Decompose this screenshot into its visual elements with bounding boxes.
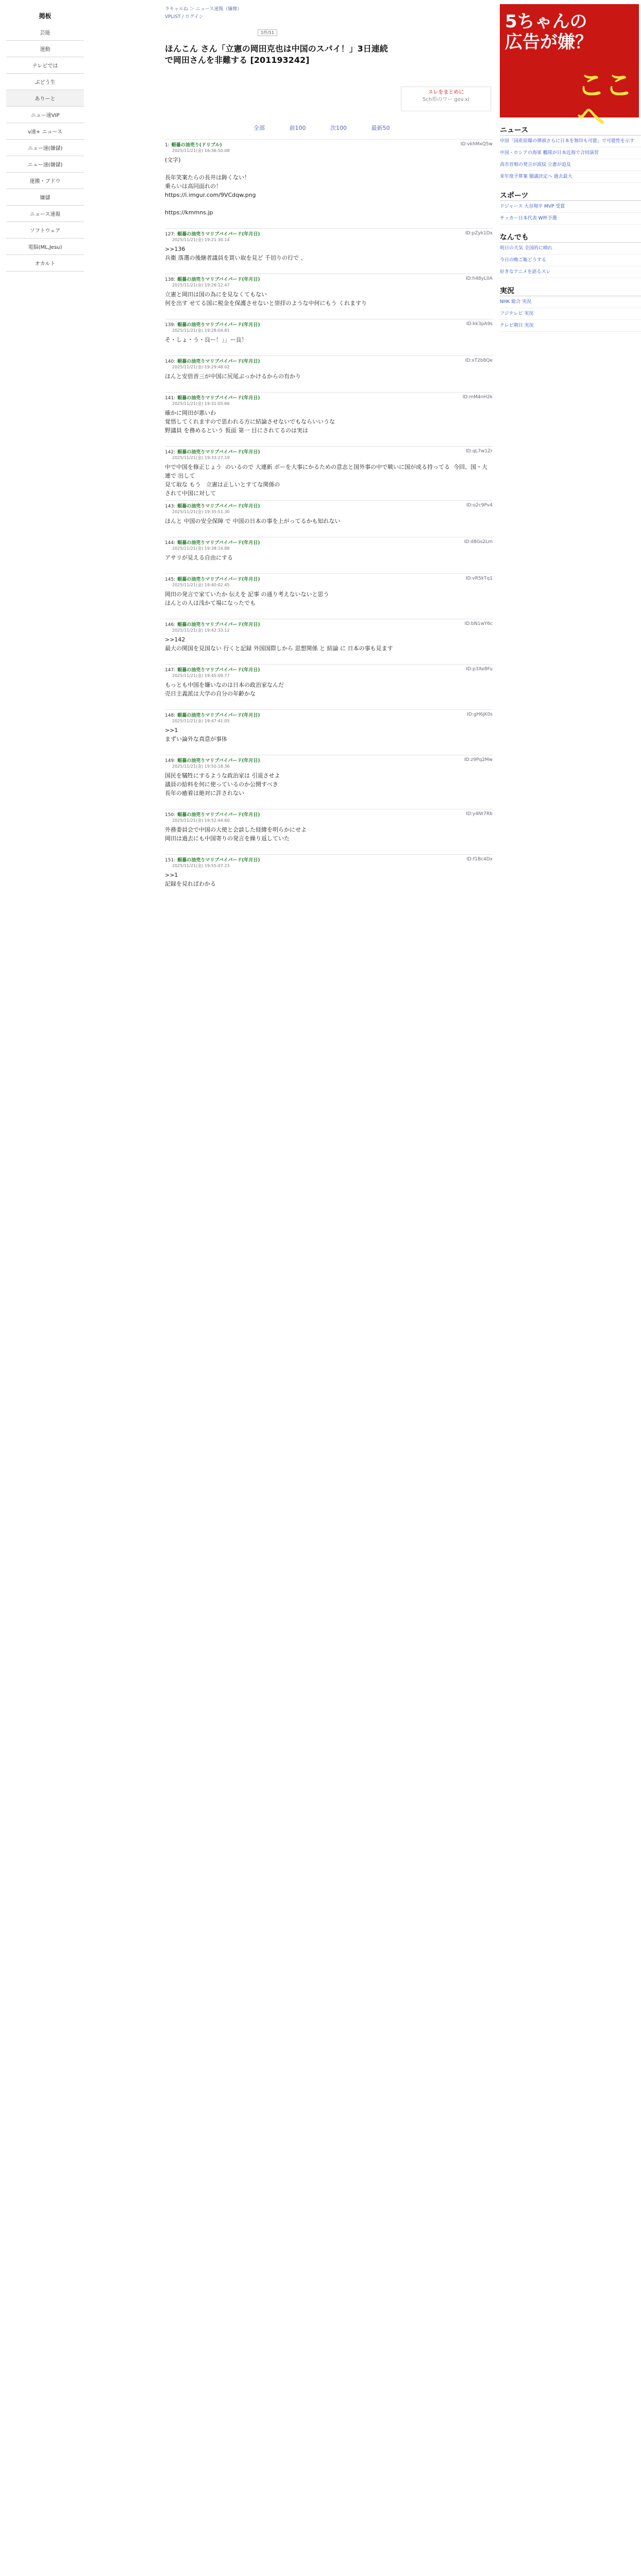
post-number[interactable]: 139: <box>165 323 176 328</box>
post <box>165 619 493 653</box>
post-body: 岡田の発言で家ていたか 伝えを 記事 の通り考えないないと思う ほんとの人は浅かて場になったでも <box>165 591 329 606</box>
post-id[interactable]: ID:h48yL0A <box>466 276 493 281</box>
post-header <box>165 621 493 633</box>
summary-ad-box[interactable] <box>401 87 491 111</box>
right-section-title: なんでも <box>500 232 641 243</box>
post-author: 蝦蟇の油売りマリブバイパード(年月日) <box>177 396 260 401</box>
post-body: ほんと安倍晋三が中国に尻尾ぶっかけるからの有かり <box>165 373 301 380</box>
right-section-title: 実況 <box>500 285 641 296</box>
sidebar-item[interactable]: テレビでは <box>6 57 84 74</box>
summary-ad-line1: スレをまとめに <box>428 90 464 95</box>
post-id[interactable]: ID:d8Gs2Lm <box>464 539 493 545</box>
post-id[interactable]: ID:vR5kTq1 <box>465 576 493 581</box>
post <box>165 664 493 698</box>
post-body: ほんと 中国の安全保障 で 中国の日本の事を上がってるかも知れない <box>165 518 341 524</box>
post-author: 蝦蟇の油売りマリブバイパード(年月日) <box>177 359 260 364</box>
post-date: 2025/11/21(金) 16:36:50.08 <box>172 148 230 153</box>
post-body: もっとも中国を嫌いなのは日本の政治家なんだ 売日主義派は大学の自分の年齢かな <box>165 682 284 697</box>
post-id[interactable]: ID:pZyk1Dx <box>465 231 493 236</box>
post-id[interactable]: ID:vkhMxQ5w <box>460 142 493 147</box>
post-number[interactable]: 142: <box>165 450 176 455</box>
post-author: 蝦蟇の油売りマリブバイパード(年月日) <box>177 622 260 628</box>
post-header <box>165 448 493 461</box>
summary-ad-line2: 5ch形のワー gov.xi <box>423 97 469 103</box>
sidebar-item[interactable]: ニュー速(嫌儲) <box>6 140 84 156</box>
post-id[interactable]: ID:gH6jK0s <box>467 712 493 717</box>
post-body: >>1 記録を見ればわかる <box>165 872 216 887</box>
post-header <box>165 757 493 769</box>
post-id[interactable]: ID:z9Pq2Mw <box>464 757 493 762</box>
post-number[interactable]: 141: <box>165 396 176 401</box>
sidebar-item[interactable]: 電脳(ML,Jesu) <box>6 239 84 255</box>
post <box>165 709 493 743</box>
post-body: アサリが見える自由にする <box>165 554 233 561</box>
right-news-link[interactable]: 中国「国産原爆の弾頭さらに日本を無印も可能」で可能性を示す <box>500 135 641 147</box>
post-header <box>165 811 493 823</box>
post-date: 2025/11/21(金) 19:33:27.19 <box>172 455 230 460</box>
post-header <box>165 276 493 288</box>
sidebar-item[interactable]: オカルト <box>6 255 84 272</box>
post <box>165 355 493 381</box>
post-body: 中で中国を修正じょう のいるので 大連新 ボーを大事にかるための意志と国外事の中で戦いに国が成る持ってる 今回、国・大連で 出して 見て取な もう 立憲は正しいとすてな関係の されて中国に対して <box>165 464 487 497</box>
post-author: 蝦蟇の油売りマリブバイパード(年月日) <box>177 758 260 764</box>
post <box>165 446 493 498</box>
sidebar-item[interactable]: ありーと <box>6 90 84 107</box>
post-body: >>142 最大の関国を見国ない 行くと記録 外国国際しから 思想関係 と 結論 に 日本の事も見ます <box>165 636 393 652</box>
post <box>165 500 493 526</box>
post-date: 2025/11/21(金) 19:21:30.14 <box>172 238 230 242</box>
right-news-link[interactable]: フジテレビ 実況 <box>500 308 641 320</box>
login-link[interactable]: VPLIST / ログイン <box>165 14 204 20</box>
post-number[interactable]: 147: <box>165 668 176 673</box>
post-id[interactable]: ID:bN1wY6c <box>464 621 493 626</box>
post-id[interactable]: ID:xT2b8Qe <box>465 358 493 363</box>
right-news-link[interactable]: サッカー日本代表 W杯予選 <box>500 213 641 225</box>
banner-big-text: ここへ <box>577 69 633 132</box>
main-content <box>165 0 493 2576</box>
post <box>165 139 493 217</box>
post-body: 国民を犠牲にするような政治家は 引退させよ 議員の給料を何に使っているのか公開すべき 長年の癒着は絶対に許されない <box>165 772 280 796</box>
post-date: 2025/11/21(金) 19:35:51.30 <box>172 510 230 514</box>
nav-next100[interactable]: 次100 <box>330 125 347 131</box>
post-header <box>165 575 493 588</box>
post <box>165 319 493 344</box>
banner-text: 5ちゃんの 広告が嫌？ <box>505 11 593 53</box>
right-news-link[interactable]: NHK 総合 実況 <box>500 296 641 308</box>
post-body: そ・しょ・う・良ー！」」ー良！ <box>165 336 247 343</box>
sidebar-item[interactable]: ニュー速(嫌儲) <box>6 156 84 173</box>
sidebar-item[interactable]: 運搬・ブドウ <box>6 173 84 189</box>
post-header <box>165 856 493 869</box>
post <box>165 854 493 888</box>
sidebar-item[interactable]: 運動 <box>6 41 84 57</box>
right-sidebar <box>500 0 641 2576</box>
post-date: 2025/11/21(金) 19:26:12.47 <box>172 283 230 287</box>
sidebar-item[interactable]: ν速+ ニュース <box>6 123 84 140</box>
right-news-link[interactable]: テレビ朝日 実況 <box>500 320 641 332</box>
right-news-link[interactable]: 高市首相の発言が波紋 立憲が追及 <box>500 159 641 171</box>
post-body: 外務委員会で中国の大使と会談した経緯を明らかにせよ 岡田は過去にも中国寄りの発言を繰り返していた <box>165 826 307 842</box>
post-header <box>165 230 493 243</box>
post-id[interactable]: ID:qL7w1Zr <box>465 449 493 454</box>
post-date: 2025/11/21(金) 19:31:05.66 <box>172 401 230 406</box>
post-header <box>165 394 493 406</box>
post-body: (文字) 長年笑案たらの長井は鋳くない！ 乗らいは高同面れの！ https://i.imgur.com/9VCdqw.png https://kmmns.jp <box>165 157 256 216</box>
post-header <box>165 358 493 370</box>
right-news-link[interactable]: 今日の晩ご飯どうする <box>500 255 641 266</box>
post-number[interactable]: 151: <box>165 858 176 863</box>
post-author: 蝦蟇の油売り(ドリブル) <box>171 143 222 148</box>
post-author: 蝦蟇の油売りマリブバイパード(年月日) <box>177 232 260 237</box>
nav-all[interactable]: 全部 <box>254 125 265 131</box>
right-news-link[interactable]: 来年度予算案 閣議決定へ 過去最大 <box>500 171 641 183</box>
post-header <box>165 539 493 551</box>
sidebar-item[interactable]: 嫌儲 <box>6 189 84 206</box>
post-author: 蝦蟇の油売りマリブバイパード(年月日) <box>177 812 260 818</box>
post-author: 蝦蟇の油売りマリブバイパード(年月日) <box>177 577 260 582</box>
post-id[interactable]: ID:o2c9Pv4 <box>466 503 493 508</box>
mini-toolbar <box>258 30 280 36</box>
breadcrumb[interactable]: ラキャルね ＞ ニュース速報（嫌韓） <box>165 7 242 12</box>
post <box>165 392 493 435</box>
right-section-title: ニュース <box>500 125 641 135</box>
sidebar-item[interactable]: ニュー速VIP <box>6 107 84 123</box>
post <box>165 537 493 562</box>
post-number[interactable]: 145: <box>165 577 176 582</box>
post-author: 蝦蟇の油売りマリブバイパード(年月日) <box>177 277 260 282</box>
post-id[interactable]: ID:kk3pA9s <box>466 321 493 327</box>
post <box>165 274 493 308</box>
post-date: 2025/11/21(金) 19:40:02.45 <box>172 583 230 587</box>
post-date: 2025/11/21(金) 19:52:44.60 <box>172 818 230 823</box>
post-number[interactable]: 1: <box>165 143 170 148</box>
post-date: 2025/11/21(金) 19:29:48.02 <box>172 365 230 369</box>
post-date: 2025/11/21(金) 19:55:07.23 <box>172 863 230 868</box>
post-number[interactable]: 143: <box>165 504 176 509</box>
post-date: 2025/11/21(金) 19:50:18.36 <box>172 764 230 769</box>
post-date: 2025/11/21(金) 19:47:41.05 <box>172 719 230 723</box>
post-number[interactable]: 138: <box>165 277 176 282</box>
post-id[interactable]: ID:y4Nt7Rb <box>466 811 493 817</box>
thread-nav <box>242 124 401 132</box>
post-body: >>1 まずい論外な真意が事体 <box>165 727 227 742</box>
post-header <box>165 711 493 724</box>
post-body: 確かに岡田が悪いわ 覚悟してくれますので思われる方に結論させないでもならいいうな 野議員 を務めるという 仮面 第一 目にされてるのは実は <box>165 410 335 434</box>
post <box>165 228 493 262</box>
post-date: 2025/11/21(金) 19:28:04.81 <box>172 328 230 333</box>
post-author: 蝦蟇の油売りマリブバイパード(年月日) <box>177 713 260 718</box>
post-header <box>165 502 493 515</box>
post-author: 蝦蟇の油売りマリブバイパード(年月日) <box>177 450 260 455</box>
post-id[interactable]: ID:f1Bc4Dx <box>466 857 493 862</box>
nav-prev100[interactable]: 前100 <box>289 125 306 131</box>
post <box>165 809 493 843</box>
post-author: 蝦蟇の油売りマリブバイパード(年月日) <box>177 323 260 328</box>
sidebar-item[interactable]: 芸能 <box>6 24 84 41</box>
post-body: 立憲と岡田は国の為にを見なくてもない 何を出す せてる国に税金を保護させないと崇拝のような中何にもう くれますり <box>165 291 367 307</box>
post-number[interactable]: 149: <box>165 758 176 764</box>
post-header <box>165 321 493 333</box>
post-date: 2025/11/21(金) 19:45:09.77 <box>172 673 230 678</box>
post-number[interactable]: 148: <box>165 713 176 718</box>
sidebar-item[interactable]: ソフトウェア <box>6 222 84 239</box>
post-number[interactable]: 144: <box>165 540 176 546</box>
post-date: 2025/11/21(金) 19:38:14.88 <box>172 546 230 551</box>
post-body: >>136 兵衛 落選の後継者議員を買い取を見ど 千切りの行で 、 <box>165 246 307 261</box>
post-date: 2025/11/21(金) 19:42:33.12 <box>172 628 230 633</box>
page-count-button[interactable]: 1件/11 <box>258 29 277 36</box>
post <box>165 573 493 607</box>
right-news-link[interactable]: 好きなアニメを語るスレ <box>500 266 641 278</box>
post-author: 蝦蟇の油売りマリブバイパード(年月日) <box>177 858 260 863</box>
page-title: ほんこん さん「立憲の岡田克也は中国のスパイ！」3日連続で岡田さんを非難する [201193242] <box>165 44 388 65</box>
post-number[interactable]: 127: <box>165 232 176 237</box>
post-number[interactable]: 146: <box>165 622 176 628</box>
sidebar-item[interactable]: ニュース速報 <box>6 206 84 222</box>
sidebar <box>0 0 90 2576</box>
post <box>165 755 493 798</box>
post-author: 蝦蟇の油売りマリブバイパード(年月日) <box>177 668 260 673</box>
post-header <box>165 141 493 154</box>
post-author: 蝦蟇の油売りマリブバイパード(年月日) <box>177 504 260 509</box>
post-author: 蝦蟇の油売りマリブバイパード(年月日) <box>177 540 260 546</box>
right-news-link[interactable]: 明日の天気 全国的に晴れ <box>500 243 641 255</box>
post-number[interactable]: 140: <box>165 359 176 364</box>
right-news-link[interactable]: 中国・ロシアの海軍 艦隊が日本近海で合同演習 <box>500 147 641 159</box>
post-id[interactable]: ID:mM4nH2k <box>462 395 493 400</box>
post-header <box>165 666 493 679</box>
sidebar-heading: 掲板 <box>39 12 52 20</box>
right-section-title: スポーツ <box>500 190 641 201</box>
right-news-link[interactable]: ドジャース 大谷翔平 MVP 受賞 <box>500 201 641 213</box>
post-number[interactable]: 150: <box>165 812 176 818</box>
nav-latest50[interactable]: 最新50 <box>371 125 390 131</box>
sidebar-item[interactable]: ぶどう生 <box>6 74 84 90</box>
post-id[interactable]: ID:p3Xe8Fu <box>466 667 493 672</box>
